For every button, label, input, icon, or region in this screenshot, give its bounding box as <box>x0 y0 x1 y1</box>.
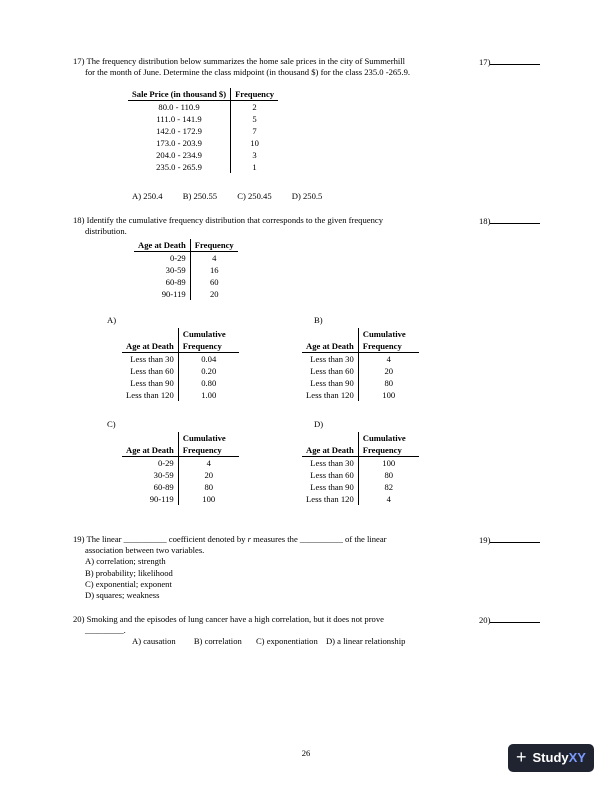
choice-b[interactable]: B) 250.55 <box>182 191 218 201</box>
choice-d[interactable]: D) squares; weakness <box>85 589 160 600</box>
q17-answer-blank[interactable]: 17) <box>479 56 540 68</box>
choice-c[interactable]: C) exponential; exponent <box>85 578 172 589</box>
q20-text: 20) Smoking and the episodes of lung cancer have a high correlation, but it does not prove _________. <box>73 614 384 636</box>
q18-option-b-label[interactable]: B) <box>314 315 323 325</box>
table-header: Frequency <box>231 88 279 101</box>
table-row: Less than 30 0.04 <box>122 353 239 366</box>
table-header: Cumulative Frequency <box>358 432 419 457</box>
choice-a[interactable]: A) causation <box>132 636 176 646</box>
q19-answer-blank[interactable]: 19) <box>479 534 540 546</box>
choice-b[interactable]: B) probability; likelihood <box>85 567 173 578</box>
table-row: Less than 60 80 <box>302 469 419 481</box>
table-row: 90-119 20 <box>134 288 238 300</box>
q18-option-b-table <box>302 328 419 401</box>
choice-b[interactable]: B) correlation <box>193 636 242 646</box>
table-header: Age at Death <box>302 328 358 353</box>
table-row: 0-29 4 <box>122 457 239 470</box>
table-row: Less than 120 1.00 <box>122 389 239 401</box>
table-row: Less than 30 100 <box>302 457 419 470</box>
table-row: Less than 120 4 <box>302 493 419 505</box>
table-header: Cumulative Frequency <box>178 328 239 353</box>
q18-option-c-table <box>122 432 239 505</box>
table-row: 0-29 4 <box>134 252 238 265</box>
page-number: 26 <box>301 748 311 758</box>
table-header: Cumulative Frequency <box>178 432 239 457</box>
table-row: 235.0 - 265.9 1 <box>128 161 278 173</box>
choice-d[interactable]: D) 250.5 <box>291 191 323 201</box>
table-row: 80.0 - 110.9 2 <box>128 101 278 114</box>
table-row: Less than 90 80 <box>302 377 419 389</box>
q18-text: 18) Identify the cumulative frequency distribution that corresponds to the given frequency distribution. <box>73 215 383 237</box>
choice-a[interactable]: A) 250.4 <box>132 191 163 201</box>
table-row: Less than 120 100 <box>302 389 419 401</box>
table-row: Less than 60 0.20 <box>122 365 239 377</box>
q18-option-a-table <box>122 328 239 401</box>
q17-choices <box>132 191 340 202</box>
table-row: 173.0 - 203.9 10 <box>128 137 278 149</box>
q17-frequency-table <box>128 88 278 173</box>
plus-icon: + <box>516 747 527 768</box>
table-row: Less than 60 20 <box>302 365 419 377</box>
table-row: 60-89 60 <box>134 276 238 288</box>
q18-answer-blank[interactable]: 18) <box>479 215 540 227</box>
q18-option-a-label[interactable]: A) <box>107 315 117 325</box>
table-header: Sale Price (in thousand $) <box>128 88 231 101</box>
table-row: 30-59 16 <box>134 264 238 276</box>
table-header: Age at Death <box>302 432 358 457</box>
table-row: Less than 90 0.80 <box>122 377 239 389</box>
table-row: Less than 30 4 <box>302 353 419 366</box>
table-header: Frequency <box>190 239 238 252</box>
choice-c[interactable]: C) 250.45 <box>237 191 272 201</box>
choice-a[interactable]: A) correlation; strength <box>85 556 166 567</box>
table-header: Cumulative Frequency <box>358 328 419 353</box>
table-row: 60-89 80 <box>122 481 239 493</box>
table-row: 142.0 - 172.9 7 <box>128 125 278 137</box>
table-header: Age at Death <box>122 432 178 457</box>
choice-c[interactable]: C) exponentiation <box>255 636 318 646</box>
q19-text: 19) The linear __________ coefficient denoted by r measures the __________ of the linear association between two variables. A) correlation; strength B) probability; likelihood C) exponential; exponent D) squares; weakness <box>73 534 473 601</box>
q20-answer-blank[interactable]: 20) <box>479 614 540 626</box>
q17-text: 17) The frequency distribution below summarizes the home sale prices in the city of Summerhill for the month of June. Determine the class midpoint (in thousand $) for the class 235.0 -265.9. <box>73 56 411 78</box>
q18-option-d-table <box>302 432 419 505</box>
table-row: Less than 90 82 <box>302 481 419 493</box>
table-row: 30-59 20 <box>122 469 239 481</box>
table-row: 204.0 - 234.9 3 <box>128 149 278 161</box>
choice-d[interactable]: D) a linear relationship <box>325 636 406 646</box>
q18-option-d-label[interactable]: D) <box>314 419 324 429</box>
table-row: 111.0 - 141.9 5 <box>128 113 278 125</box>
q18-option-c-label[interactable]: C) <box>107 419 116 429</box>
table-header: Age at Death <box>122 328 178 353</box>
table-header: Age at Death <box>134 239 190 252</box>
q20-choices <box>132 636 423 647</box>
q18-frequency-table <box>134 239 238 300</box>
table-row: 90-119 100 <box>122 493 239 505</box>
studyxy-logo[interactable]: + Study XY <box>508 744 594 772</box>
